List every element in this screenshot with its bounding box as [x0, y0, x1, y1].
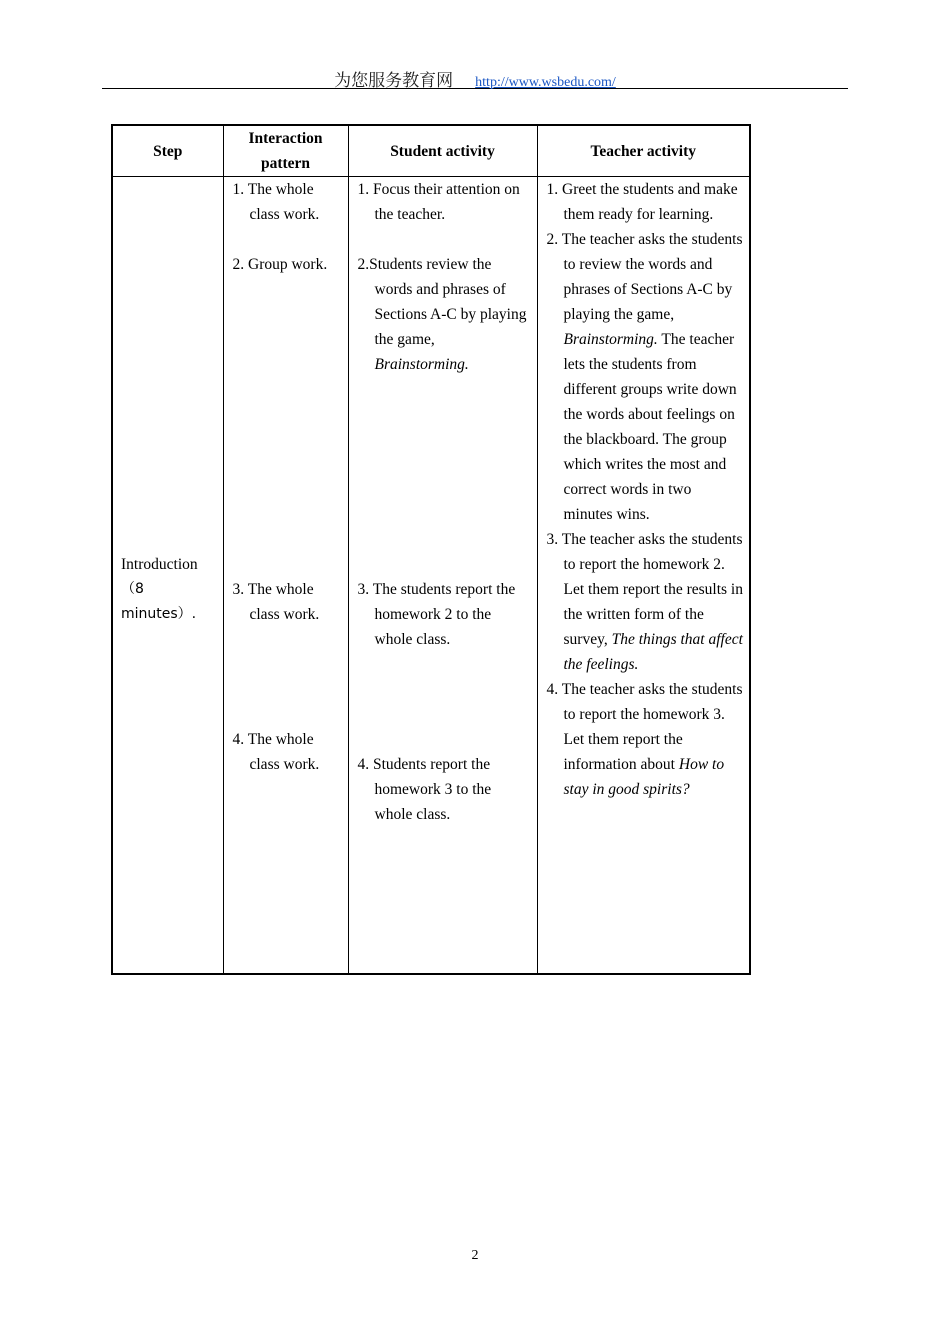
site-name: 为您服务教育网: [334, 71, 454, 91]
teacher-activity-text: 4. The teacher asks the students to report the homework 3. Let them report the information about: [546, 681, 743, 773]
teacher-activity-text: The teacher lets the students from different groups write down the words about feelings on the blackboard. The group which writes the most and correct words in two minutes wins.: [563, 331, 737, 523]
teacher-activity-text: 1. Greet the students and make them ready for learning.: [546, 181, 738, 223]
header-student-activity: Student activity: [348, 125, 537, 177]
table-header-row: [112, 125, 750, 177]
step-name: Introduction: [121, 556, 198, 573]
student-activity-text: 2.Students review the words and phrases of Sections A-C by playing the game,: [357, 256, 527, 348]
interaction-item: 2. Group work.: [232, 256, 328, 273]
teacher-activity-text: 2. The teacher asks the students to review the words and phrases of Sections A-C by playing the game,: [546, 231, 743, 323]
student-activity-item: [358, 752, 531, 827]
teacher-activity-text: 3. The teacher asks the students to report the homework 2. Let them report the results in the written form of the survey,: [546, 531, 743, 648]
site-url-link[interactable]: http://www.wsbedu.com/: [475, 75, 616, 90]
teacher-activity-item: [547, 677, 744, 802]
student-activity-item: [358, 252, 531, 377]
lesson-plan-table: [111, 124, 751, 975]
header-teacher-activity: Teacher activity: [537, 125, 750, 177]
teacher-activity-italic: The things that affect the feelings.: [563, 631, 743, 673]
page-number: 2: [471, 1248, 479, 1263]
student-activity-italic: Brainstorming.: [374, 356, 469, 373]
student-activity-text: 3. The students report the homework 2 to the whole class.: [357, 581, 516, 648]
step-label: [121, 552, 223, 627]
interaction-item: 4. The whole class work.: [232, 731, 320, 773]
header-step: Step: [112, 125, 223, 177]
teacher-activity-item: [547, 227, 744, 527]
step-time: （8 minutes）.: [121, 581, 197, 622]
teacher-activity-item: [547, 527, 744, 677]
student-activity-text: 4. Students report the homework 3 to the whole class.: [357, 756, 492, 823]
page-header: [102, 66, 848, 89]
table-row: [112, 177, 750, 975]
interaction-cell: [223, 177, 348, 975]
student-activity-text: 1. Focus their attention on the teacher.: [357, 181, 520, 223]
step-cell: [112, 177, 223, 975]
student-activity-cell: [348, 177, 537, 975]
student-activity-item: [358, 177, 531, 227]
teacher-activity-italic: How to stay in good spirits?: [563, 756, 725, 798]
interaction-item: 1. The whole class work.: [232, 181, 320, 223]
header-interaction-pattern: Interaction pattern: [223, 125, 348, 177]
teacher-activity-cell: [537, 177, 750, 975]
teacher-activity-italic: Brainstorming.: [563, 331, 658, 348]
student-activity-item: [358, 577, 531, 652]
teacher-activity-item: [547, 177, 744, 227]
interaction-item: 3. The whole class work.: [232, 581, 320, 623]
